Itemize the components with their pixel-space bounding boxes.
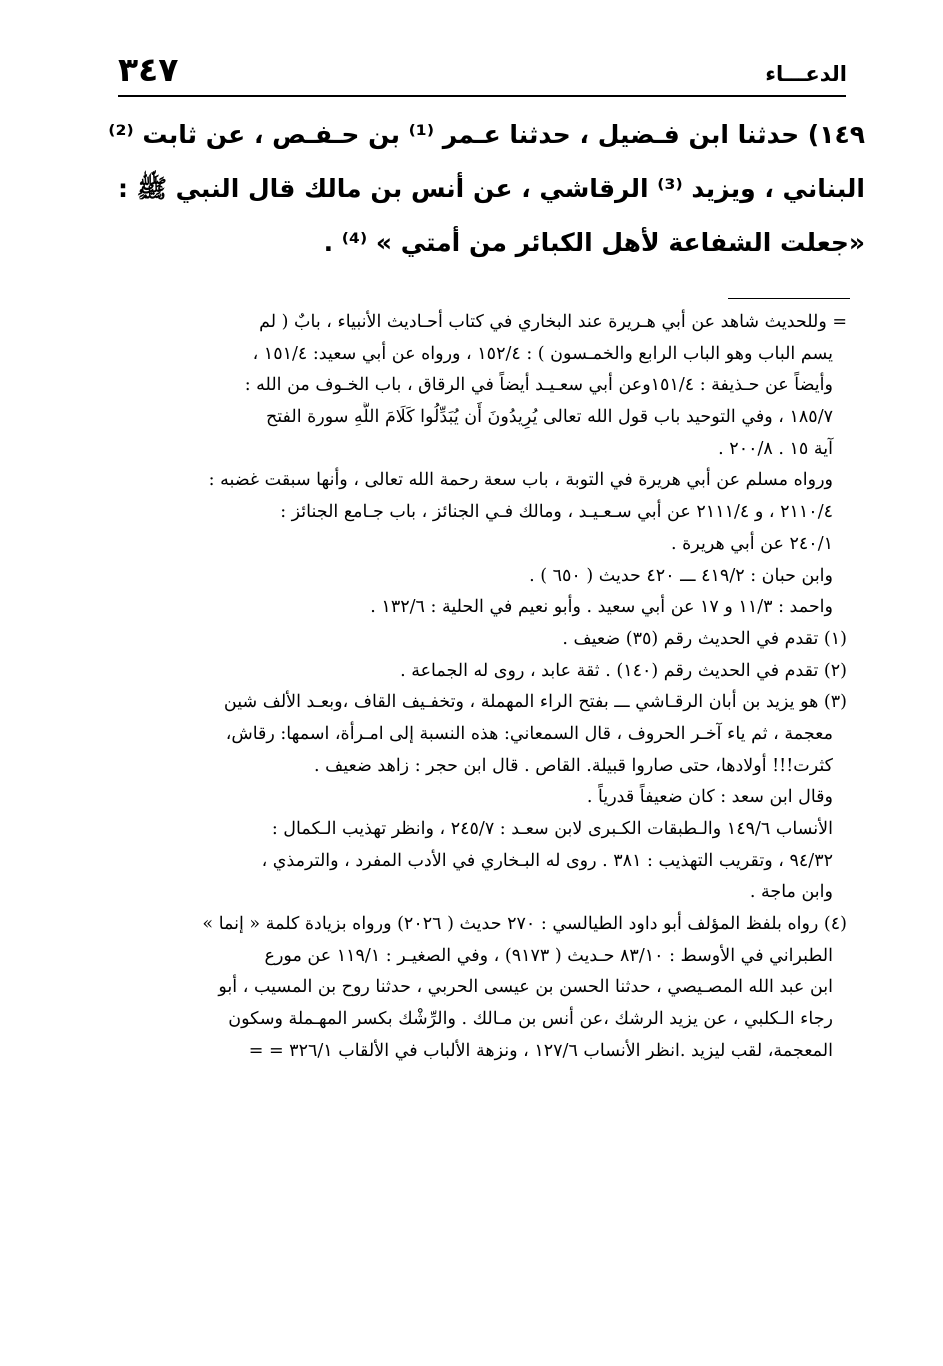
footnote-line: (٤) رواه بلفظ المؤلف أبو داود الطيالسي : ٢٧٠ حديث ( ٢٠٢٦) ورواه بزيادة كلمة « إنما » (202, 914, 847, 935)
page-number: ٣٤٧ (118, 50, 179, 89)
footnote-line: المعجمة، لقب ليزيد .انظر الأنساب ١٢٧/٦ ، ونزهة الألباب في الألقاب ٣٢٦/١ = = (248, 1040, 833, 1061)
footnote-line: ابن عبد الله المصـيصي ، حدثنا الحسن بن عيسى الحربي ، حدثنا روح بن المسيب ، أبو (218, 977, 833, 998)
header-divider (118, 95, 846, 97)
footnote-line: وقال ابن سعد : كان ضعيفاً قدرياً . (586, 787, 833, 808)
footnote-line: وابن ماجة . (749, 882, 833, 903)
footnote-line: الأنساب ١٤٩/٦ والـطبقات الكـبرى لابن سعـد : ٢٤٥/٧ ، وانظر تهذيب الـكمال : (271, 819, 833, 839)
footnote-line: ورواه مسلم عن أبي هريرة في التوبة ، باب سعة رحمة الله تعالى ، وأنها سبقت غضبه : (208, 470, 833, 491)
hadith-line: ١٤٩) حدثنا ابن فـضيل ، حدثنا عـمر ⁽¹⁾ بن حـفـص ، عن ثابت ⁽²⁾ (108, 120, 865, 149)
footnote-line: وابن حبان : ٤١٩/٢ ـــ ٤٢٠ حديث ( ٦٥٠ ) . (529, 565, 833, 586)
footnote-line: وأيضاً عن حـذيفة : ١٥١/٤وعن أبي سعـيـد أيضاً في الرقاق ، باب الخـوف من الله : (244, 375, 833, 396)
footnote-line: (٣) هو يزيد بن أبان الرقـاشي ـــ بفتح الراء المهملة ، وتخفـيف القاف ،وبعـد الألف شين (223, 692, 847, 713)
footnote-line: الطبراني في الأوسط : ٨٣/١٠ حـديث ( ٩١٧٣) ، وفي الصغيـر : ١١٩/١ عن مورع (264, 945, 833, 966)
footnote-line: كثرت!!! أولادها، حتى صاروا قبيلة. القاص . قال ابن حجر : زاهد ضعيف . (314, 755, 833, 776)
footnote-line: ٢١١٠/٤ ، و ٢١١١/٤ عن أبي سـعـيـد ، ومالك فـي الجنائز ، باب جـامع الجنائز : (280, 502, 833, 523)
footnote-divider (728, 298, 850, 299)
footnote-line: ٢٤٠/١ عن أبي هريرة . (671, 533, 833, 554)
hadith-line: البناني ، ويزيد ⁽³⁾ الرقاشي ، عن أنس بن مالك قال النبي ﷺ : (118, 174, 865, 203)
footnote-line: رجاء الـكلبي ، عن يزيد الرشك ،عن أنس بن مـالك . والرِّشْك بكسر المهـملة وسكون (228, 1009, 833, 1030)
footnote-line: (٢) تقدم في الحديث رقم (١٤٠) . ثقة عابد ، روى له الجماعة . (400, 660, 847, 681)
footnote-line: ١٨٥/٧ ، وفي التوحيد باب قول الله تعالى يُرِيدُونَ أَن يُبَدِّلُوا كَلَامَ اللَّهِ سورة الفتح (265, 407, 833, 428)
footnote-line: واحمد : ١١/٣ و ١٧ عن أبي سعيد . وأبو نعيم في الحلية : ١٣٢/٦ . (370, 597, 833, 618)
footnote-line: ٩٤/٣٢ ، وتقريب التهذيب : ٣٨١ . روى له البـخاري في الأدب المفرد ، والترمذي ، (261, 850, 833, 871)
footnote-line: آية ١٥ . ٢٠٠/٨ . (718, 438, 833, 459)
hadith-text (95, 108, 865, 270)
footnote-line: (١) تقدم في الحديث رقم (٣٥) ضعيف . (562, 628, 847, 649)
hadith-line: «جعلت الشفاعة لأهل الكبائر من أمتي » ⁽⁴⁾ . (323, 228, 865, 257)
footnote-line: معجمة ، ثم ياء آخـر الحروف ، قال السمعاني: هذه النسبة إلى امـرأة، اسمها: رقاش، (225, 723, 833, 744)
footnote-line: يسم الباب وهو الباب الرابع والخمـسون ) : ١٥٢/٤ ، ورواه عن أبي سعيد: ١٥١/٤ ، (252, 343, 833, 364)
footnotes (103, 307, 847, 1068)
chapter-title: الدعـــاء (765, 62, 847, 86)
footnote-line: = وللحديث شاهد عن أبي هـريرة عند البخاري في كتاب أحـاديث الأنبياء ، بابٌ ( لم (259, 312, 847, 332)
